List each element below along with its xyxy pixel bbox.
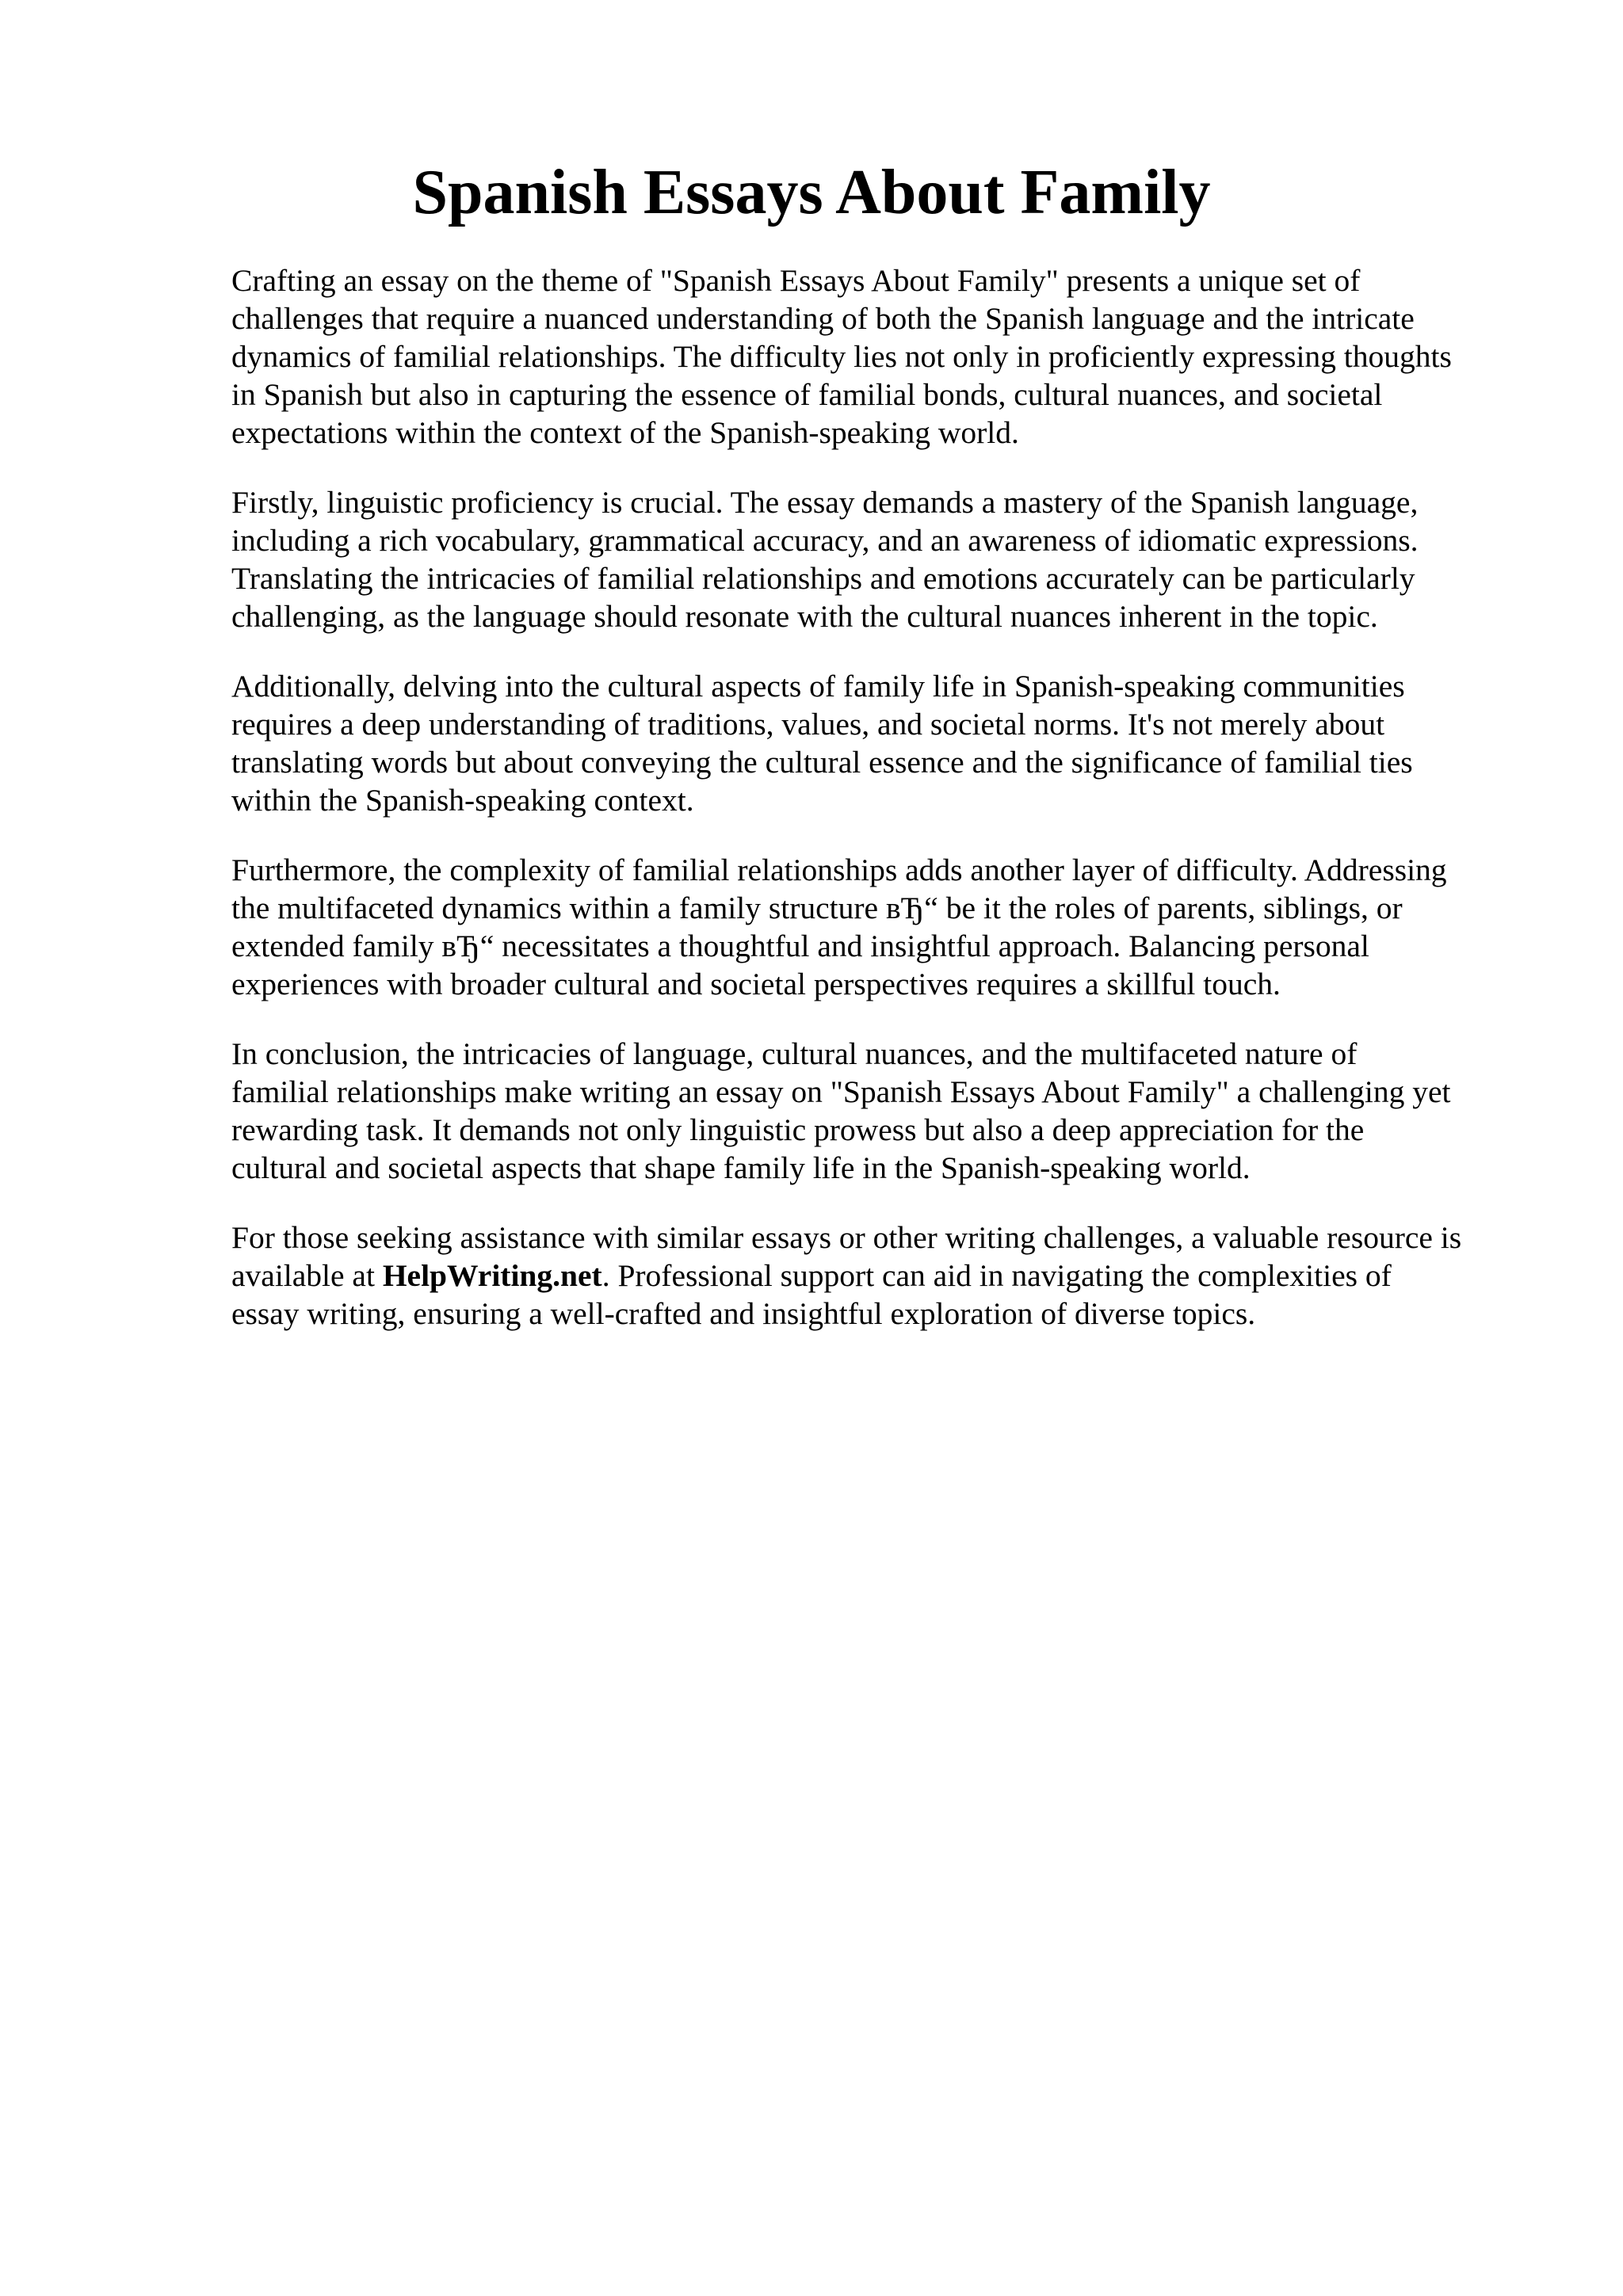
paragraph-5 <box>231 1035 1531 1187</box>
text-line: within the Spanish-speaking context. <box>231 783 694 818</box>
paragraph-1 <box>231 261 1531 452</box>
text-line: cultural and societal aspects that shape family life in the Spanish-speaking world. <box>231 1150 1251 1185</box>
text-line: rewarding task. It demands not only linguistic prowess but also a deep appreciation for the <box>231 1112 1365 1147</box>
text-line: experiences with broader cultural and societal perspectives requires a skillful touch. <box>231 967 1281 1001</box>
text-line: Crafting an essay on the theme of "Spanish Essays About Family" presents a unique set of <box>231 263 1361 298</box>
text-line: Translating the intricacies of familial relationships and emotions accurately can be particularly <box>231 561 1415 596</box>
paragraph-2 <box>231 483 1531 635</box>
text-line: challenges that require a nuanced understanding of both the Spanish language and the intricate <box>231 301 1415 336</box>
text-line: Furthermore, the complexity of familial relationships adds another layer of difficulty. Addressing <box>231 852 1447 887</box>
text-line: including a rich vocabulary, grammatical accuracy, and an awareness of idiomatic expressions. <box>231 523 1419 558</box>
text-line <box>231 1257 1531 1295</box>
text-line: In conclusion, the intricacies of language, cultural nuances, and the multifaceted nature of <box>231 1036 1358 1071</box>
paragraph-4 <box>231 851 1531 1003</box>
page-title: Spanish Essays About Family <box>412 158 1211 227</box>
text-line: dynamics of familial relationships. The difficulty lies not only in proficiently expressing thoughts <box>231 339 1452 374</box>
text-line: in Spanish but also in capturing the essence of familial bonds, cultural nuances, and societal <box>231 377 1383 412</box>
paragraph-6 <box>231 1219 1531 1333</box>
text-line: essay writing, ensuring a well-crafted and insightful exploration of diverse topics. <box>231 1296 1256 1331</box>
text-segment: available at <box>231 1258 383 1293</box>
text-segment: . Professional support can aid in navigating the complexities of <box>601 1258 1392 1293</box>
paragraph-3 <box>231 667 1531 819</box>
essay-body <box>231 261 1531 1364</box>
text-line: translating words but about conveying the cultural essence and the significance of familial ties <box>231 745 1413 780</box>
text-line: requires a deep understanding of traditions, values, and societal norms. It's not merely about <box>231 707 1385 742</box>
text-line: the multifaceted dynamics within a family structure вЂ“ be it the roles of parents, siblings, or <box>231 891 1403 925</box>
text-line: Additionally, delving into the cultural aspects of family life in Spanish-speaking communities <box>231 669 1405 704</box>
helpwriting-link[interactable]: HelpWriting.net <box>382 1258 602 1293</box>
text-line: expectations within the context of the Spanish-speaking world. <box>231 415 1019 450</box>
text-line: familial relationships make writing an essay on "Spanish Essays About Family" a challenging yet <box>231 1074 1451 1109</box>
text-line: For those seeking assistance with similar essays or other writing challenges, a valuable resource is <box>231 1220 1462 1255</box>
text-line: challenging, as the language should resonate with the cultural nuances inherent in the topic. <box>231 599 1378 634</box>
text-line: extended family вЂ“ necessitates a thoughtful and insightful approach. Balancing personal <box>231 929 1369 963</box>
text-line: Firstly, linguistic proficiency is crucial. The essay demands a mastery of the Spanish language, <box>231 485 1419 520</box>
